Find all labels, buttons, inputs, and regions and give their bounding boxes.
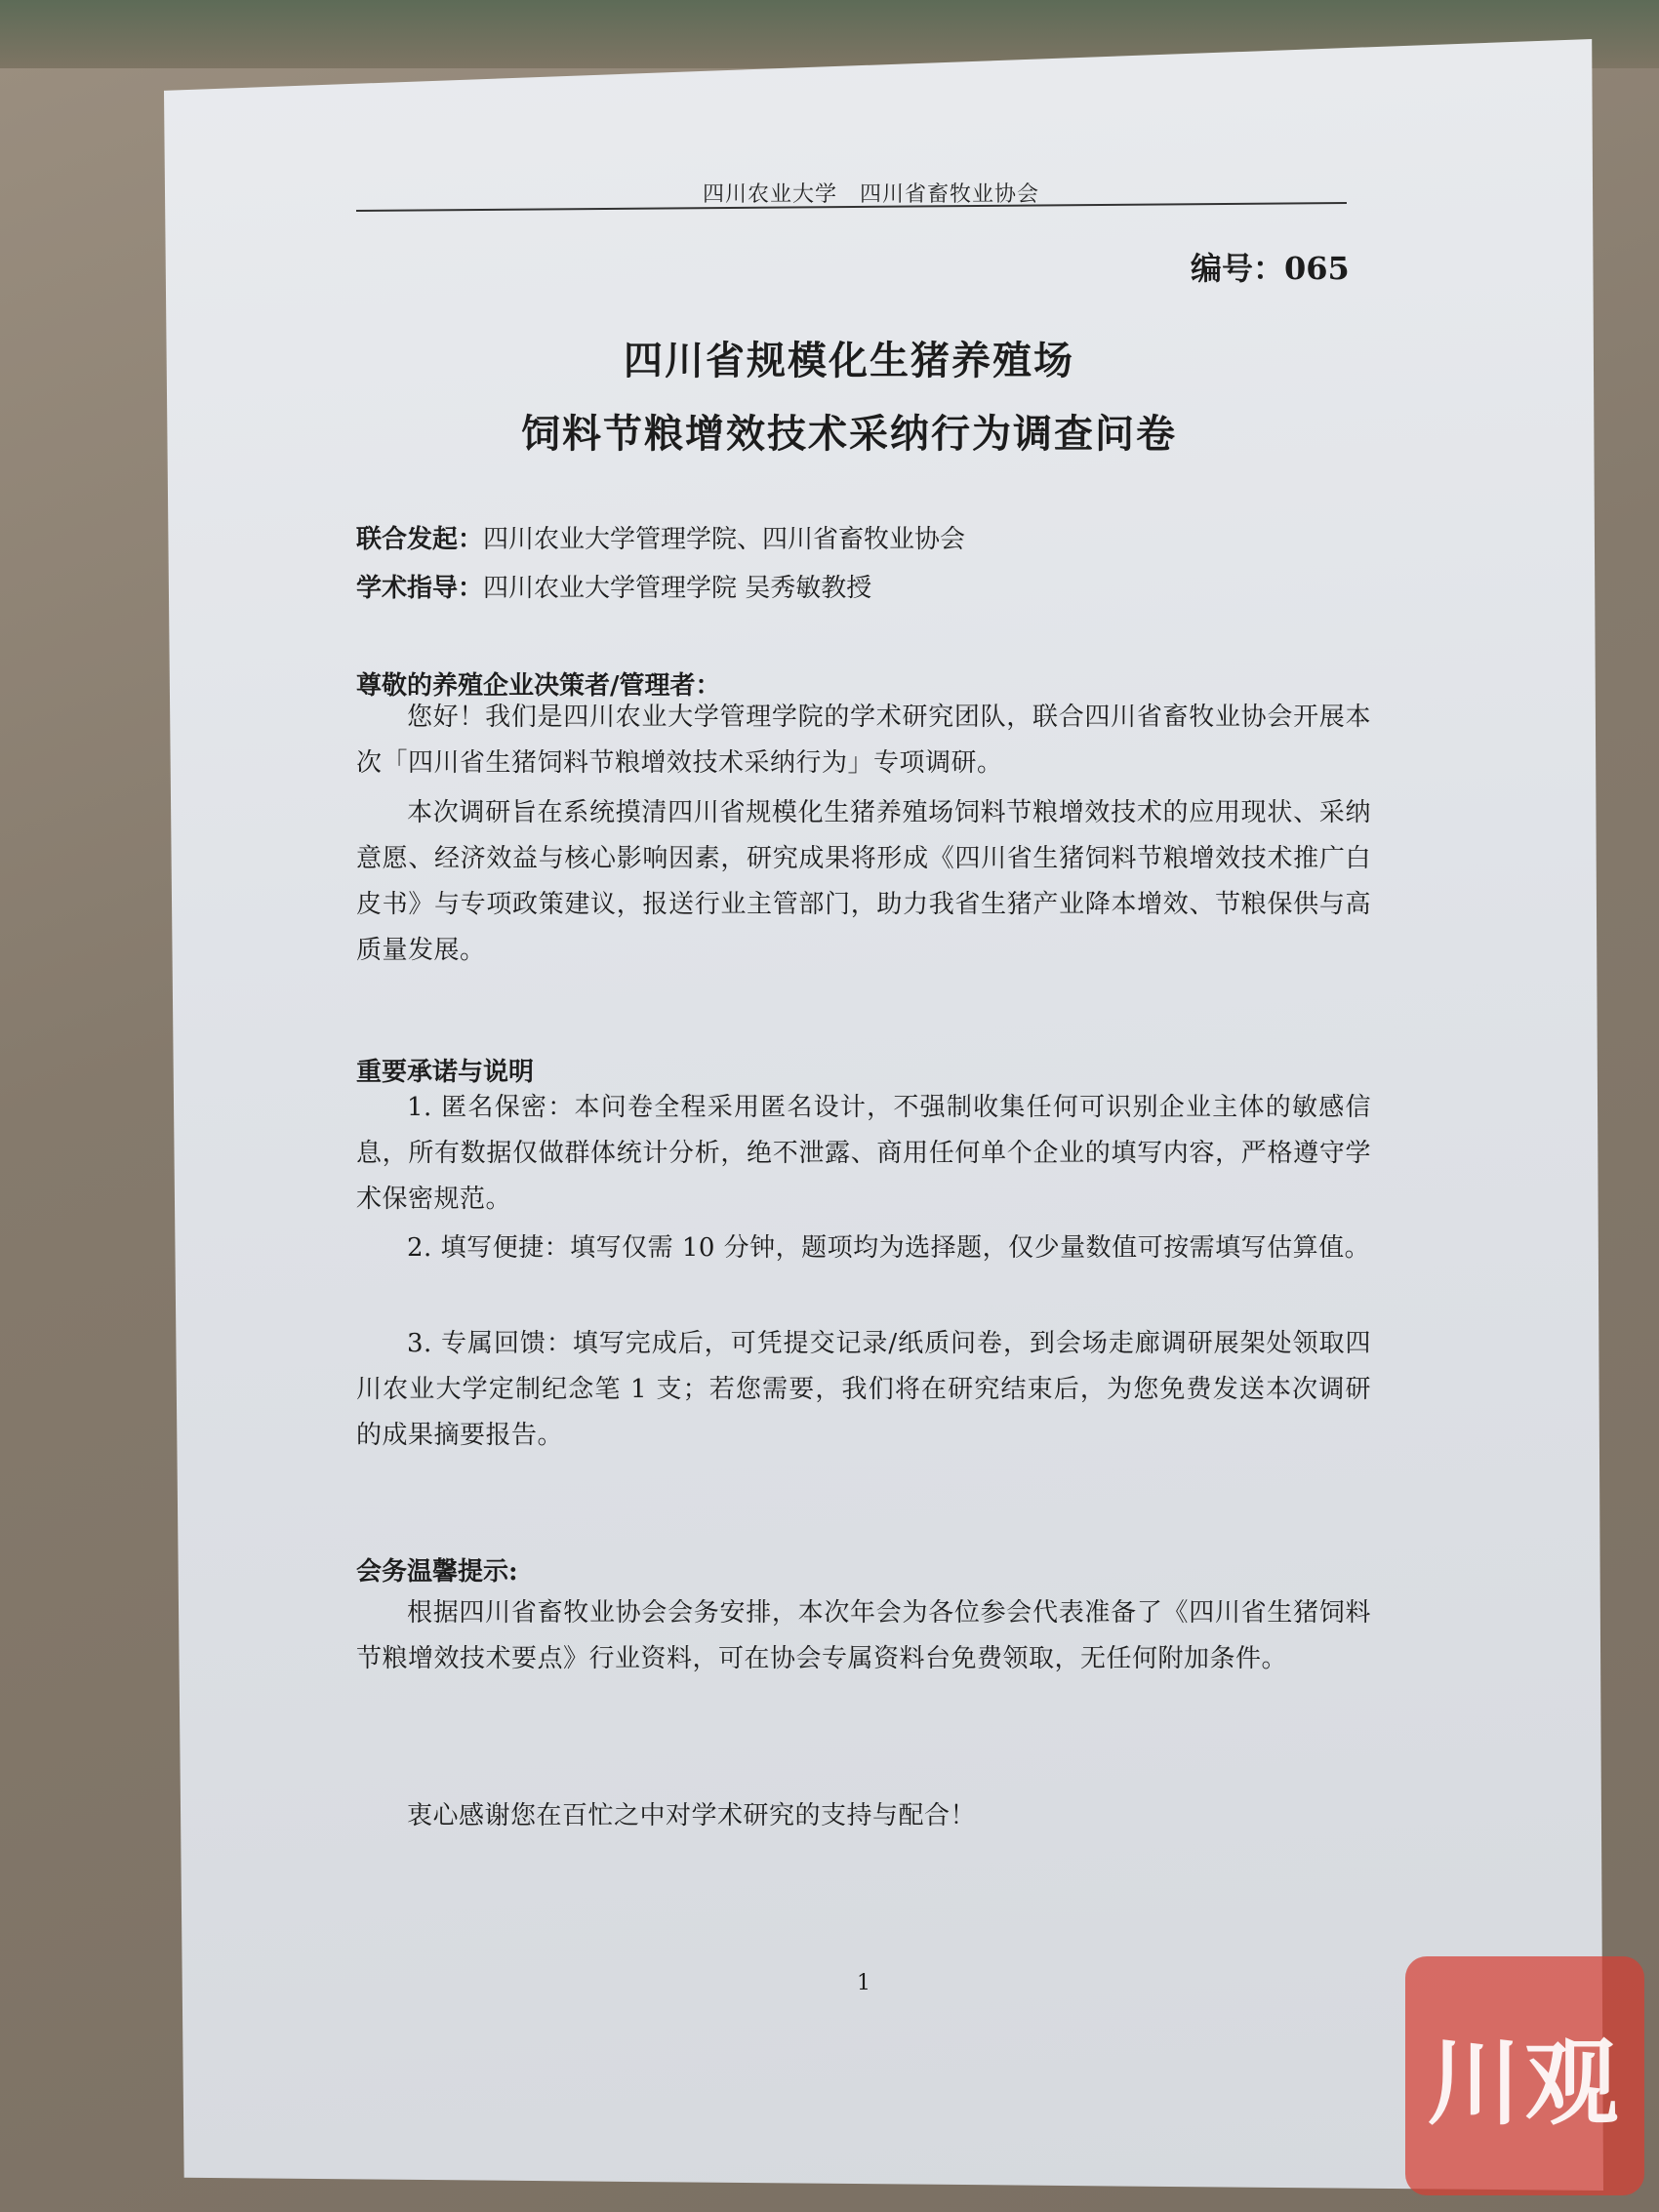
advisor-label: 学术指导： (356, 574, 484, 603)
sponsor-value: 四川农业大学管理学院、四川省畜牧业协会 (483, 525, 966, 554)
salutation: 尊敬的养殖企业决策者/管理者： (356, 671, 721, 701)
serial-number: 编号：065 (1191, 250, 1350, 287)
page-number: 1 (857, 1971, 870, 1995)
reminder-text: 根据四川省畜牧业协会会务安排，本次年会为各位参会代表准备了《四川省生猪饲料节粮增效技术要点》行业资料，可在协会专属资料台免费领取，无任何附加条件。 (356, 1598, 1371, 1673)
closing-text: 衷心感谢您在百忙之中对学术研究的支持与配合！ (407, 1801, 977, 1830)
commitment-item: 1. 匿名保密：本问卷全程采用匿名设计，不强制收集任何可识别企业主体的敏感信息，所有数据仅做群体统计分析，绝不泄露、商用任何单个企业的填写内容，严格遵守学术保密规范。 (356, 1093, 1371, 1214)
running-header: 四川农业大学 四川省畜牧业协会 (703, 182, 1040, 207)
commitments-heading: 重要承诺与说明 (356, 1058, 535, 1087)
document-title-line-2: 饲料节粮增效技术采纳行为调查问卷 (521, 411, 1177, 457)
watermark-logo: 川观 (1405, 1956, 1644, 2195)
advisor-row (356, 568, 871, 604)
advisor-value: 四川农业大学管理学院 吴秀敏教授 (483, 574, 872, 603)
commitment-item: 3. 专属回馈：填写完成后，可凭提交记录/纸质问卷，到会场走廊调研展架处领取四川农业大学定制纪念笔 1 支；若您需要，我们将在研究结束后，为您免费发送本次调研的成果摘要报告。 (356, 1329, 1371, 1450)
intro-paragraph-1: 您好！我们是四川农业大学管理学院的学术研究团队，联合四川省畜牧业协会开展本次「四川省生猪饲料节粮增效技术采纳行为」专项调研。 (356, 703, 1371, 778)
reminder-heading: 会务温馨提示: (356, 1557, 518, 1587)
intro-paragraph-2: 本次调研旨在系统摸清四川省规模化生猪养殖场饲料节粮增效技术的应用现状、采纳意愿、经济效益与核心影响因素，研究成果将形成《四川省生猪饲料节粮增效技术推广白皮书》与专项政策建议，报送行业主管部门，助力我省生猪产业降本增效、节粮保供与高质量发展。 (356, 798, 1371, 965)
document-title-line-1: 四川省规模化生猪养殖场 (624, 338, 1074, 383)
sponsor-label: 联合发起： (356, 525, 484, 554)
commitment-item: 2. 填写便捷：填写仅需 10 分钟，题项均为选择题，仅少量数值可按需填写估算值。 (407, 1233, 1371, 1263)
sponsor-row (356, 519, 965, 555)
